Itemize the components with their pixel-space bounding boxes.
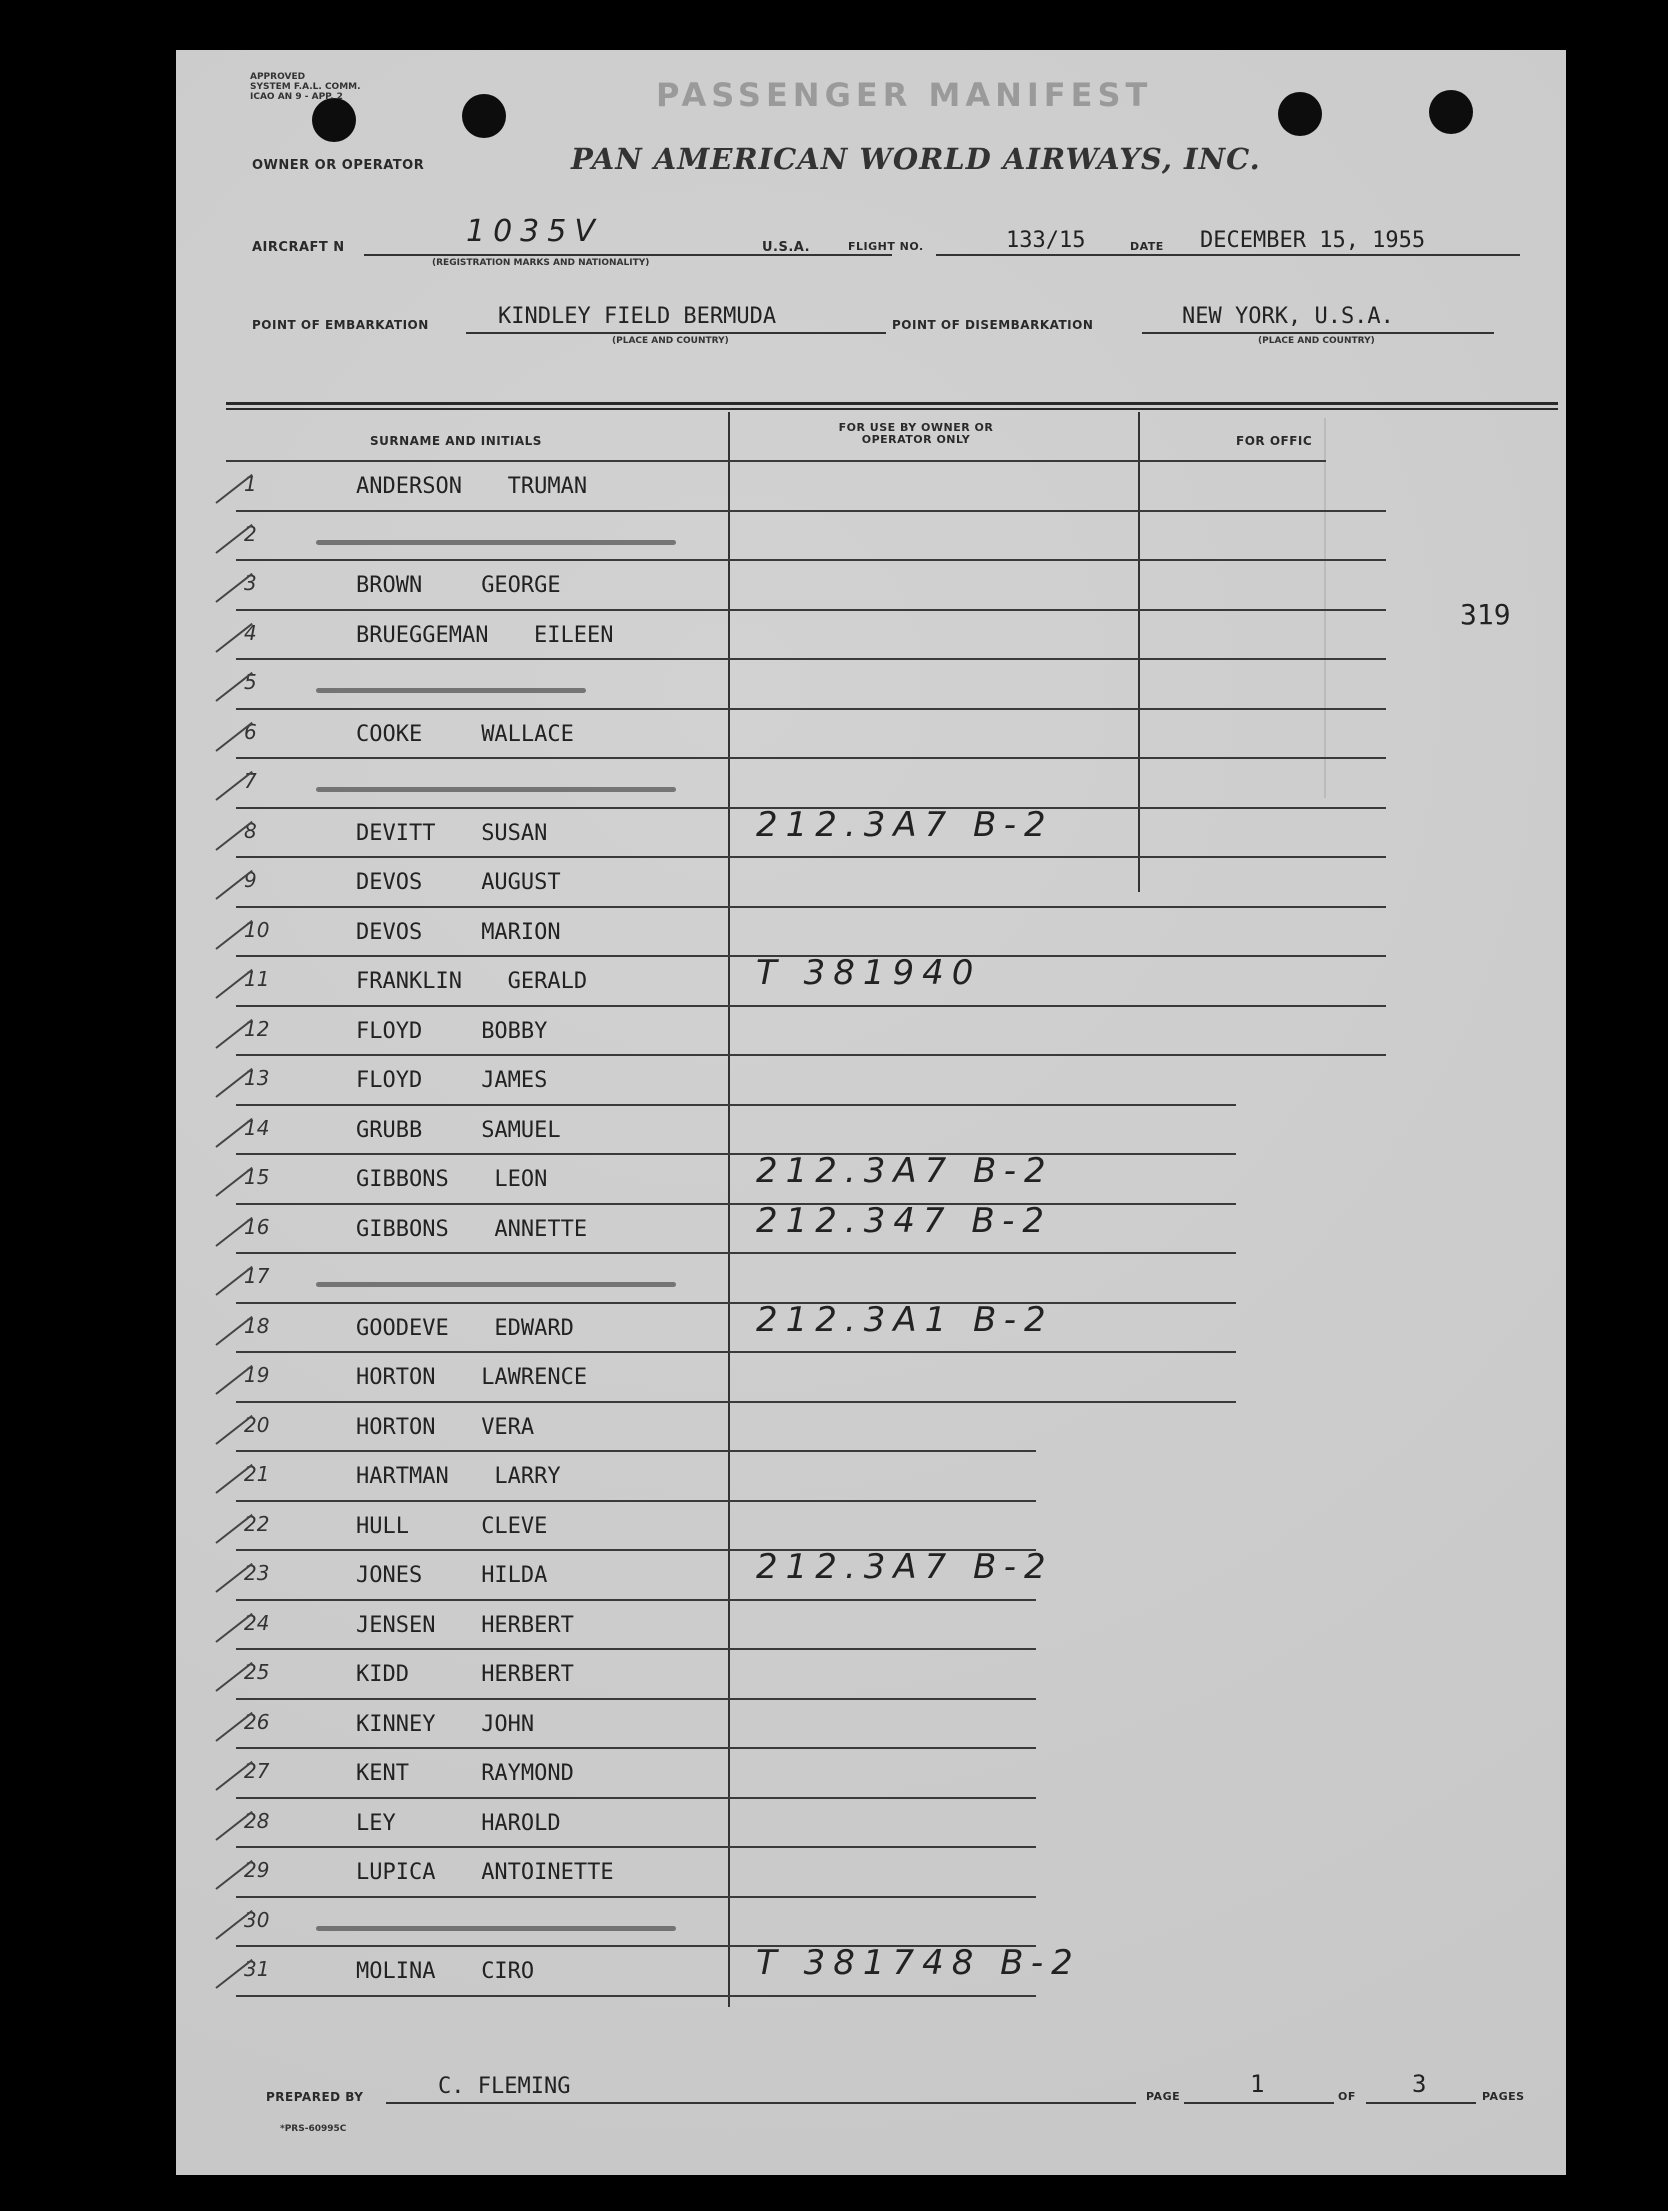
row-number: 14 xyxy=(244,1115,270,1140)
passenger-given-name: HERBERT xyxy=(481,1612,574,1638)
of-label: OF xyxy=(1338,2090,1356,2103)
passenger-surname: JENSEN xyxy=(356,1612,436,1638)
row-number: 10 xyxy=(244,917,270,942)
table-row xyxy=(176,462,1566,512)
passenger-surname: LEY xyxy=(356,1810,396,1836)
table-row xyxy=(176,1007,1566,1057)
table-row xyxy=(176,1898,1566,1948)
passenger-given-name: CIRO xyxy=(481,1959,535,1984)
passenger-surname: HULL xyxy=(356,1513,409,1539)
embark-value: KINDLEY FIELD BERMUDA xyxy=(498,304,777,329)
row-number: 16 xyxy=(244,1214,270,1239)
table-row xyxy=(176,1056,1566,1106)
row-number: 4 xyxy=(244,620,257,645)
table-row xyxy=(176,1353,1566,1403)
passenger-surname: HORTON xyxy=(356,1414,436,1440)
date-value: DECEMBER 15, 1955 xyxy=(1200,228,1426,253)
registration-caption: (REGISTRATION MARKS AND NATIONALITY) xyxy=(432,258,650,268)
passenger-surname: DEVOS xyxy=(356,870,423,895)
row-number: 11 xyxy=(244,967,270,991)
row-number: 5 xyxy=(244,670,257,694)
col-official-header: FOR OFFIC xyxy=(1236,434,1313,448)
row-divider xyxy=(236,1995,1036,1997)
operator-note: T 381940 xyxy=(756,953,982,993)
passenger-surname: MOLINA xyxy=(356,1959,436,1984)
place-caption-2: (PLACE AND COUNTRY) xyxy=(1258,336,1375,346)
pages-label: PAGES xyxy=(1482,2090,1525,2103)
flight-value: 133/15 xyxy=(1006,228,1086,253)
passenger-surname: DEVITT xyxy=(356,820,436,846)
row-number: 2 xyxy=(244,521,257,546)
flight-label: FLIGHT NO. xyxy=(848,240,924,253)
passenger-given-name: VERA xyxy=(481,1414,535,1440)
struck-entry xyxy=(316,1282,676,1287)
passenger-surname: GOODEVE xyxy=(356,1315,449,1341)
company-name: PAN AMERICAN WORLD AIRWAYS, INC. xyxy=(571,142,1261,176)
table-row xyxy=(176,660,1566,710)
table-row xyxy=(176,611,1566,661)
row-number: 24 xyxy=(244,1610,270,1635)
passenger-given-name: TRUMAN xyxy=(507,474,588,499)
disembark-label: POINT OF DISEMBARKATION xyxy=(892,318,1094,332)
row-number: 12 xyxy=(244,1016,270,1041)
page-label: PAGE xyxy=(1146,2090,1181,2103)
passenger-given-name: RAYMOND xyxy=(481,1761,574,1786)
row-number: 17 xyxy=(244,1264,270,1288)
passenger-given-name: AUGUST xyxy=(481,870,561,895)
prepared-label: PREPARED BY xyxy=(266,2090,364,2104)
approval-note: APPROVED SYSTEM F.A.L. COMM. ICAO AN 9 - APP. 2 xyxy=(250,72,361,102)
passenger-surname: FRANKLIN xyxy=(356,969,462,994)
table-row xyxy=(176,1502,1566,1552)
row-number: 29 xyxy=(244,1858,270,1882)
passenger-surname: GIBBONS xyxy=(356,1216,449,1242)
table-row xyxy=(176,561,1566,611)
row-number: 28 xyxy=(244,1808,270,1833)
struck-entry xyxy=(316,540,676,545)
passenger-given-name: ANTOINETTE xyxy=(481,1860,614,1885)
row-number: 22 xyxy=(244,1511,270,1536)
passenger-given-name: GERALD xyxy=(507,969,588,994)
embark-label: POINT OF EMBARKATION xyxy=(252,318,429,332)
aircraft-label: AIRCRAFT N xyxy=(252,240,345,255)
passenger-given-name: JOHN xyxy=(481,1711,535,1737)
passenger-surname: LUPICA xyxy=(356,1860,436,1885)
table-row xyxy=(176,1200,1566,1255)
row-number: 19 xyxy=(244,1363,270,1387)
punch-hole-icon xyxy=(462,94,506,138)
passenger-surname: GRUBB xyxy=(356,1117,423,1143)
passenger-given-name: LAWRENCE xyxy=(481,1365,588,1390)
row-number: 26 xyxy=(244,1709,270,1734)
passenger-given-name: LARRY xyxy=(494,1464,561,1489)
passenger-surname: KINNEY xyxy=(356,1711,436,1737)
table-row xyxy=(176,1848,1566,1898)
table-row xyxy=(176,710,1566,760)
passenger-surname: GIBBONS xyxy=(356,1167,449,1192)
punch-hole-icon xyxy=(312,98,356,142)
row-number: 15 xyxy=(244,1165,270,1189)
table-row xyxy=(176,1749,1566,1799)
place-caption: (PLACE AND COUNTRY) xyxy=(612,336,729,346)
passenger-surname: FLOYD xyxy=(356,1018,423,1044)
passenger-given-name: EDWARD xyxy=(494,1315,574,1341)
passenger-surname: KIDD xyxy=(356,1662,409,1687)
row-number: 31 xyxy=(244,1957,270,1981)
row-number: 21 xyxy=(244,1462,270,1486)
row-number: 7 xyxy=(244,769,257,793)
table-row xyxy=(176,804,1566,859)
passenger-given-name: LEON xyxy=(494,1167,548,1192)
passenger-given-name: HILDA xyxy=(481,1563,548,1588)
passenger-given-name: EILEEN xyxy=(534,622,614,648)
passenger-given-name: SAMUEL xyxy=(481,1117,561,1143)
table-row xyxy=(176,1601,1566,1651)
row-number: 27 xyxy=(244,1759,270,1783)
table-row xyxy=(176,1799,1566,1849)
passenger-given-name: HERBERT xyxy=(481,1662,574,1687)
table-row xyxy=(176,1299,1566,1354)
row-number: 20 xyxy=(244,1412,270,1437)
row-number: 1 xyxy=(244,472,257,496)
row-number: 9 xyxy=(244,868,257,892)
passenger-surname: KENT xyxy=(356,1761,409,1786)
passenger-given-name: GEORGE xyxy=(481,573,561,598)
passenger-surname: FLOYD xyxy=(356,1068,423,1093)
punch-hole-icon xyxy=(1278,92,1322,136)
page-value: 1 xyxy=(1250,2070,1265,2098)
operator-note: 212.3A7 B-2 xyxy=(756,1151,1054,1191)
owner-label: OWNER OR OPERATOR xyxy=(252,158,425,173)
struck-entry xyxy=(316,1926,676,1931)
passenger-surname: DEVOS xyxy=(356,919,423,945)
col-owner-header: FOR USE BY OWNER OR OPERATOR ONLY xyxy=(838,421,994,446)
prepared-value: C. FLEMING xyxy=(438,2074,571,2099)
passenger-given-name: SUSAN xyxy=(481,820,548,846)
side-number: 319 xyxy=(1460,598,1511,631)
passenger-given-name: CLEVE xyxy=(481,1513,548,1539)
col-surname-header: SURNAME AND INITIALS xyxy=(370,434,542,448)
table-row xyxy=(176,1452,1566,1502)
table-row xyxy=(176,1403,1566,1453)
row-number: 3 xyxy=(244,571,257,595)
passenger-surname: ANDERSON xyxy=(356,474,462,499)
passenger-surname: COOKE xyxy=(356,721,423,747)
passenger-surname: BRUEGGEMAN xyxy=(356,622,489,648)
operator-note: 212.347 B-2 xyxy=(756,1200,1053,1241)
table-row xyxy=(176,512,1566,562)
passenger-given-name: MARION xyxy=(481,919,561,945)
operator-note: 212.3A1 B-2 xyxy=(756,1299,1054,1340)
struck-entry xyxy=(316,787,676,792)
row-number: 30 xyxy=(244,1907,270,1932)
of-value: 3 xyxy=(1412,2070,1427,2098)
struck-entry xyxy=(316,688,586,693)
aircraft-value: 1035V xyxy=(466,214,603,249)
table-row xyxy=(176,1151,1566,1205)
passenger-given-name: BOBBY xyxy=(481,1018,548,1044)
table-row xyxy=(176,1254,1566,1304)
table-row xyxy=(176,1547,1566,1601)
punch-hole-icon xyxy=(1429,90,1473,134)
passenger-given-name: WALLACE xyxy=(481,721,574,747)
table-row xyxy=(176,1943,1566,1997)
passenger-surname: JONES xyxy=(356,1563,423,1588)
row-number: 13 xyxy=(244,1066,270,1090)
table-row xyxy=(176,858,1566,908)
disembark-value: NEW YORK, U.S.A. xyxy=(1182,304,1394,329)
passenger-surname: BROWN xyxy=(356,573,423,598)
row-number: 8 xyxy=(244,818,257,843)
table-row xyxy=(176,1700,1566,1750)
passenger-surname: HORTON xyxy=(356,1365,436,1390)
table-row xyxy=(176,908,1566,958)
operator-note: 212.3A7 B-2 xyxy=(756,1547,1054,1587)
row-number: 18 xyxy=(244,1313,270,1338)
operator-note: 212.3A7 B-2 xyxy=(756,804,1054,845)
manifest-sheet xyxy=(176,50,1566,2175)
table-row xyxy=(176,1106,1566,1156)
operator-note: T 381748 B-2 xyxy=(756,1943,1081,1983)
passenger-given-name: JAMES xyxy=(481,1068,548,1093)
table-row xyxy=(176,953,1566,1007)
passenger-surname: HARTMAN xyxy=(356,1464,449,1489)
row-number: 25 xyxy=(244,1660,270,1684)
passenger-given-name: ANNETTE xyxy=(494,1216,588,1242)
passenger-given-name: HAROLD xyxy=(481,1810,561,1836)
usa-label: U.S.A. xyxy=(762,240,811,255)
date-label: DATE xyxy=(1130,240,1164,253)
table-row xyxy=(176,1650,1566,1700)
row-number: 6 xyxy=(244,719,257,744)
table-row xyxy=(176,759,1566,809)
form-title: PASSENGER MANIFEST xyxy=(656,76,1153,114)
row-number: 23 xyxy=(244,1561,270,1585)
form-code: *PRS-60995C xyxy=(280,2124,347,2134)
